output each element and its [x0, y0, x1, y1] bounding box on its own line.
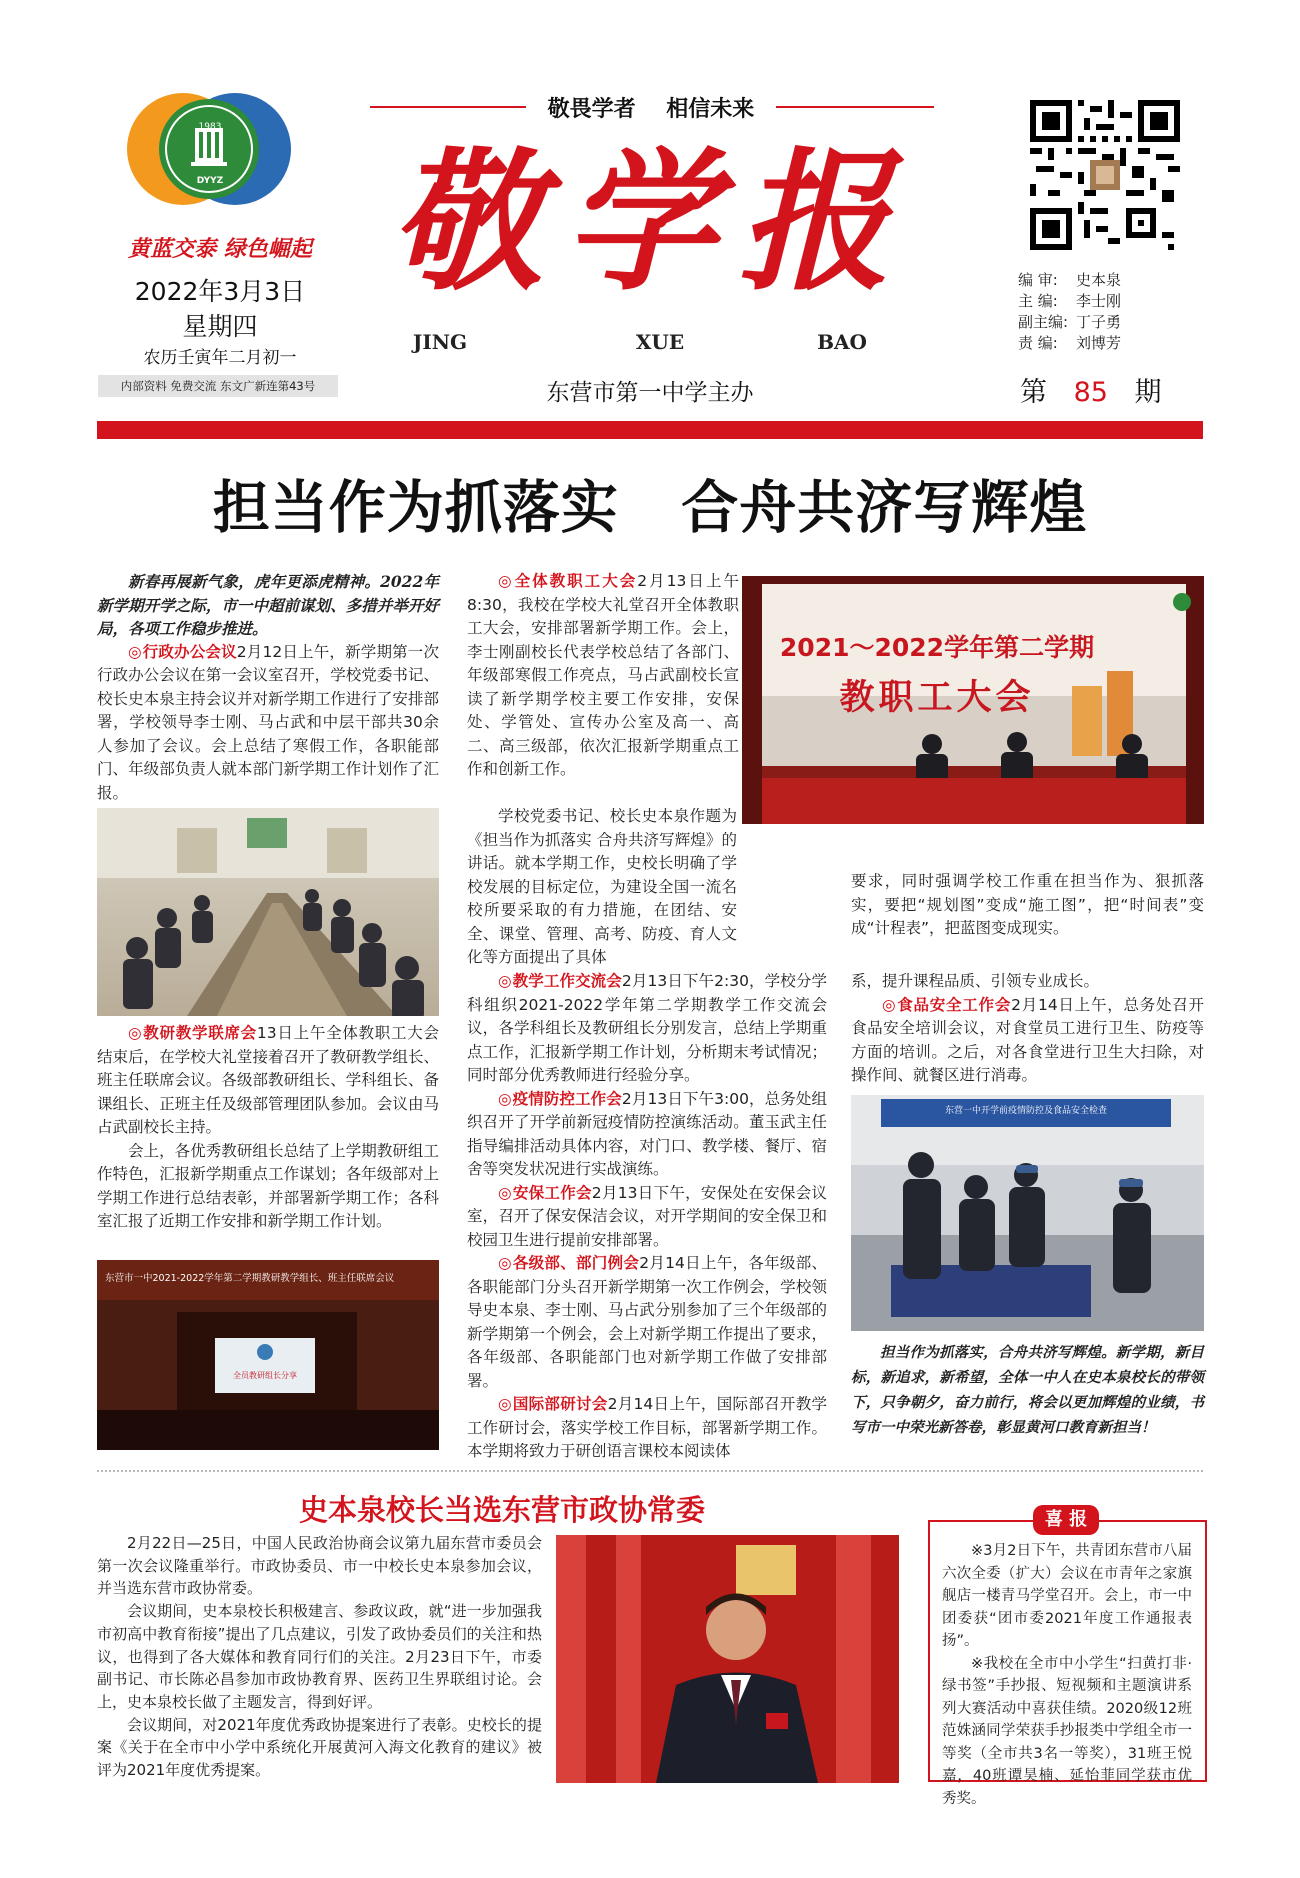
staff-name: 李士刚 — [1076, 292, 1122, 310]
article2-title: 史本泉校长当选东营市政协常委 — [298, 1493, 705, 1527]
issue-number: 85 — [1073, 377, 1108, 408]
article2-text-col — [97, 1532, 542, 1782]
article1-paragraph — [467, 1252, 827, 1393]
section-keyword: ◎ 行政办公会议 — [128, 643, 237, 661]
lead-text: 新春再展新气象，虎年更添虎精神。2022年新学期开学之际，市一中超前谋划、多措并举开好局，各项工作稳步推进。 — [97, 572, 439, 638]
photo-joint-meeting — [97, 1260, 439, 1450]
slogan-rule-right — [776, 106, 934, 108]
paragraph-text: 2月13日上午8:30，我校在学校大礼堂召开全体教职工大会，安排部署新学期工作。会上，李士刚副校长代表学校总结了各部门、年级部寒假工作亮点，马占武副校长宣读了新学期学校主要工作安排，安保处、学管处、宣传办公室及高一、高二、高三级部，依次汇报新学期重点工作和创新工作。 — [467, 572, 739, 778]
banner-line2: 教职工大会 — [839, 678, 1035, 718]
publication-note: 内部资料 免费交流 东文广新连第43号 — [98, 375, 338, 397]
article2-paragraph — [97, 1600, 542, 1714]
article1-paragraph — [851, 870, 1204, 941]
article1-paragraph — [851, 970, 1204, 994]
sponsor-line: 东营市第一中学主办 — [546, 380, 754, 406]
article1-col2-bottom — [467, 970, 827, 1464]
title-pinyin-3: BAO — [817, 330, 867, 354]
section-keyword: ◎ 教研教学联席会 — [128, 1024, 257, 1042]
school-motto: 黄蓝交泰 绿色崛起 — [128, 236, 312, 262]
article1-paragraph — [467, 570, 739, 782]
paragraph-text: 2月13日下午3:00，总务处组织召开了开学前新冠疫情防控演练活动。董玉武主任指导编排活动具体内容，对门口、教学楼、餐厅、宿舍等突发状况进行实战演练。 — [467, 1089, 827, 1178]
paragraph-text: 会上，各优秀教研组长总结了上学期教研组工作特色，汇报新学期重点工作谋划；各年级部对上学期工作进行总结表彰，并部署新学期工作；各科室汇报了近期工作安排和新学期工作计划。 — [97, 1141, 439, 1230]
section-keyword: ◎ 各级部、部门例会 — [498, 1254, 639, 1272]
article1-paragraph — [467, 1393, 827, 1464]
article1-col3-speech-end — [851, 870, 1204, 941]
slogan-rule-left — [370, 106, 526, 108]
staff-name: 丁子勇 — [1076, 313, 1122, 331]
article1-speech-block — [467, 805, 827, 970]
paragraph-text: 2月14日上午，总务处召开食品安全培训会议，对食堂员工进行卫生、防疫等方面的培训。之后，对各食堂进行卫生大扫除，对操作间、就餐区进行消毒。 — [851, 995, 1204, 1084]
staff-label: 副主编: — [1018, 313, 1069, 331]
paragraph-text: 2月14日上午，各年级部、各职能部门分头召开新学期第一次工作例会，学校领导史本泉、李士刚、马占武分别参加了三个年级部的新学期第一个例会，会上对新学期工作提出了要求，各年级部、各职能部门也对新学期工作做了安排部署。 — [467, 1254, 827, 1390]
paragraph-text: 系，提升课程品质、引领专业成长。 — [851, 972, 1100, 990]
photo-caption — [851, 1340, 1204, 1440]
good-news-item — [942, 1653, 1192, 1811]
caption-text: 担当作为抓落实，合舟共济写辉煌。新学期，新目标，新追求，新希望，全体一中人在史本泉校长的带领下，只争朝夕，奋力前行，将会以更加辉煌的业绩，书写市一中荣光新答卷，彰显黄河口教育新担当！ — [851, 1344, 1204, 1436]
article2-paragraph — [97, 1532, 542, 1600]
photo-inspection — [851, 1095, 1204, 1331]
section-divider — [97, 1470, 1203, 1472]
inspection-banner-text: 东营一中开学前疫情防控及食品安全检查 — [944, 1106, 1107, 1116]
paragraph-text: 2月14日上午，国际部召开教学工作研讨会，落实学校工作目标，部署新学期工作。本学期将致力于研创语言课校本阅读体 — [467, 1395, 827, 1460]
article1-paragraph — [97, 1022, 439, 1140]
paragraph-text: 要求，同时强调学校工作重在担当作为、狠抓落实，要把“规划图”变成“施工图”，把“时间表”变成“计程表”，把蓝图变成现实。 — [851, 872, 1204, 937]
masthead-red-bar — [97, 421, 1203, 439]
photo-principal-portrait — [556, 1535, 899, 1783]
logo-year: 1983 — [198, 122, 222, 132]
newspaper-title: 敬学报 — [390, 132, 912, 311]
article1-paragraph — [97, 641, 439, 806]
screen-text: 全员教研组长分享 — [233, 1371, 297, 1380]
paragraph-text: 2月12日上午，新学期第一次行政办公会议在第一会议室召开，学校党委书记、校长史本泉主持会议并对新学期工作进行了安排部署，学校领导李士刚、马占武和中层干部共30余人参加了会议。会上总结了寒假工作，各职能部门、年级部负责人就本部门新学期工作计划作了汇报。 — [97, 642, 439, 802]
lunar-date: 农历壬寅年二月初一 — [143, 348, 297, 368]
staff-label: 主 编: — [1018, 292, 1058, 310]
staff-label: 编 审: — [1018, 271, 1058, 289]
paragraph-text: 2月13日下午2:30，学校分学科组织2021-2022学年第二学期教学工作交流会议，各学科组长及教研组长分别发言，总结上学期重点工作，汇报新学期工作计划，分析期末考试情况；同时部分优秀教师进行经验分享。 — [467, 972, 827, 1084]
article2-paragraph — [97, 1714, 542, 1782]
staff-row — [1018, 270, 1188, 291]
paragraph-text: ※3月2日下午，共青团东营市八届六次全委（扩大）会议在市青年之家旗舰店一楼青马学堂召开。会上，市一中团委获“团市委2021年度工作通报表扬”。 — [942, 1543, 1192, 1649]
staff-row — [1018, 291, 1188, 312]
paragraph-text: 会议期间，对2021年度优秀政协提案进行了表彰。史校长的提案《关于在全市中小学中系统化开展黄河入海文化教育的建议》被评为2021年度优秀提案。 — [97, 1715, 542, 1780]
issue-number-line — [1020, 370, 1200, 409]
photo-admin-meeting — [97, 808, 439, 1016]
section-keyword: ◎ 教学工作交流会 — [498, 972, 622, 990]
hall-banner-text: 东营市一中2021-2022学年第二学期教研教学组长、班主任联席会议 — [105, 1273, 395, 1284]
paragraph-text: 会议期间，史本泉校长积极建言、参政议政，就“进一步加强我市初高中教育衔接”提出了几点建议，引发了政协委员们的关注和热议，也得到了各大媒体和教育同行们的关注。2月23日下午，市委副书记、市长陈必昌参加市政协教育界、医药卫生界联组讨论。会上，史本泉校长做了主题发言，得到好评。 — [97, 1602, 542, 1711]
banner-line1: 2021～2022学年第二学期 — [779, 633, 1095, 662]
title-pinyin-2: XUE — [635, 330, 685, 354]
main-headline: 担当作为抓落实 合舟共济写辉煌 — [212, 475, 1088, 541]
article1-lead — [97, 570, 439, 641]
article1-col1-bottom — [97, 1022, 439, 1234]
section-keyword: ◎ 食品安全工作会 — [882, 996, 1011, 1014]
qr-code — [1030, 100, 1180, 250]
photo-staff-conference — [742, 576, 1204, 824]
paragraph-text: 2月22日—25日，中国人民政治协商会议第九届东营市委员会第一次会议隆重举行。市政协委员、市一中校长史本泉参加会议，并当选东营市政协常委。 — [97, 1534, 542, 1598]
staff-label: 责 编: — [1018, 334, 1058, 352]
article1-col2-top — [467, 570, 739, 782]
staff-row — [1018, 312, 1188, 333]
issue-date: 2022年3月3日 — [134, 277, 306, 306]
article1-paragraph — [467, 1088, 827, 1182]
paragraph-text: 2月13日下午，安保处在安保会议室，召开了保安保洁会议，对开学期间的安全保卫和校园卫生进行提前安排部署。 — [467, 1183, 827, 1249]
paragraph-text: 学校党委书记、校长史本泉作题为《担当作为抓落实 合舟共济写辉煌》的讲话。就本学期工作，史校长明确了学校发展的目标定位，为建设全国一流名校所要采取的有力措施，在团结、安全、课堂、管理、高考、防疫、育人文化等方面提出了具体 — [467, 807, 737, 966]
section-keyword: ◎ 全体教职工大会 — [498, 572, 637, 590]
article1-paragraph — [467, 970, 827, 1088]
article1-paragraph — [851, 994, 1204, 1088]
article1-paragraph — [97, 1140, 439, 1234]
issue-weekday: 星期四 — [182, 312, 258, 341]
staff-name: 刘博芳 — [1076, 334, 1122, 352]
section-keyword: ◎ 国际部研讨会 — [498, 1395, 608, 1413]
paragraph-text: ※我校在全市中小学生“扫黄打非·绿书签”手抄报、短视频和主题演讲系列大赛活动中喜获佳绩。2020级12班范姝涵同学荣获手抄报类中学组全市一等奖（全市共3名一等奖），31班王悦嘉，40班谭昊楠、延怡菲同学获市优秀奖。 — [942, 1655, 1192, 1807]
good-news-title: 喜 报 — [1044, 1509, 1088, 1530]
article1-paragraph — [467, 1182, 827, 1253]
logo-abbr: DYYZ — [196, 176, 224, 186]
section-keyword: ◎ 疫情防控工作会 — [498, 1090, 622, 1108]
article1-col1-top — [97, 570, 439, 805]
staff-name: 史本泉 — [1076, 271, 1122, 289]
good-news-item — [942, 1540, 1192, 1653]
school-logo — [127, 92, 291, 206]
article1-paragraph — [467, 805, 737, 970]
issue-suffix: 期 — [1134, 377, 1162, 408]
article1-col3-bottom — [851, 970, 1204, 1088]
title-pinyin-1: JING — [412, 330, 468, 354]
staff-row — [1018, 333, 1188, 354]
section-keyword: ◎ 安保工作会 — [498, 1184, 592, 1202]
issue-prefix: 第 — [1020, 377, 1047, 408]
staff-list — [1018, 270, 1188, 354]
paragraph-text: 13日上午全体教职工大会结束后，在学校大礼堂接着召开了教研教学组长、班主任联席会议。各级部教研组长、学科组长、备课组长、正班主任及级部管理团队参加。会议由马占武副校长主持。 — [97, 1024, 439, 1136]
slogan: 敬畏学者 相信未来 — [547, 97, 755, 122]
good-news-text — [942, 1540, 1192, 1810]
